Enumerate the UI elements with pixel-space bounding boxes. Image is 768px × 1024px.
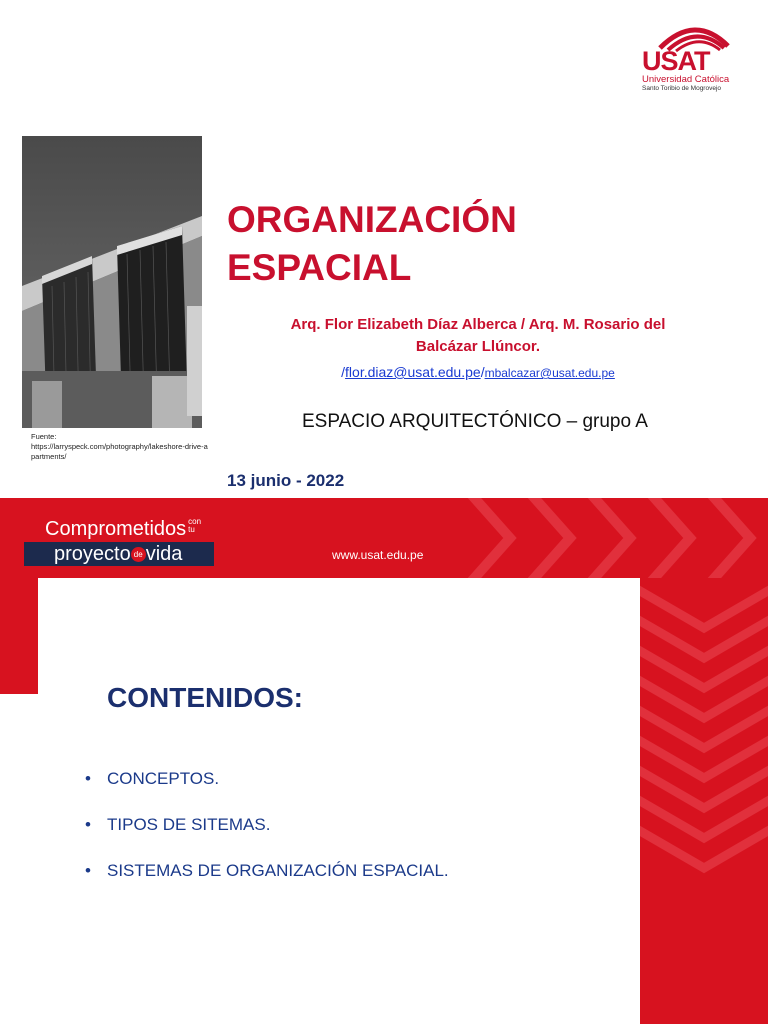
logo-subtitle-2: Santo Toribio de Mogrovejo bbox=[642, 85, 722, 92]
slogan-tu: tu bbox=[188, 525, 195, 534]
list-item-label: TIPOS DE SITEMAS. bbox=[107, 815, 271, 834]
right-red-panel bbox=[640, 578, 768, 1024]
presentation-date: 13 junio - 2022 bbox=[227, 471, 345, 490]
list-item bbox=[85, 769, 449, 815]
bullet: • bbox=[85, 769, 91, 788]
usat-logo bbox=[640, 18, 740, 98]
title-line-1: ORGANIZACIÓN bbox=[227, 199, 517, 240]
slogan-line-1 bbox=[45, 518, 201, 541]
course-name: ESPACIO ARQUITECTÓNICO – grupo A bbox=[302, 411, 648, 432]
email-link-2[interactable]: mbalcazar@usat.edu.pe bbox=[484, 366, 615, 380]
slogan-con: con bbox=[188, 517, 202, 526]
building-photo bbox=[22, 136, 202, 428]
title-line-2: ESPACIAL bbox=[227, 247, 412, 288]
slogan-word-proyecto: proyecto bbox=[54, 543, 131, 565]
slogan-line-2 bbox=[24, 542, 214, 566]
emails bbox=[258, 364, 698, 380]
footer-banner bbox=[0, 498, 768, 578]
slogan-word-vida: vida bbox=[145, 543, 183, 565]
list-item-label: SISTEMAS DE ORGANIZACIÓN ESPACIAL. bbox=[107, 861, 449, 880]
title-slide bbox=[0, 0, 768, 498]
slogan-small-words bbox=[188, 518, 201, 534]
slogan-de-badge: de bbox=[131, 547, 146, 562]
list-item bbox=[85, 815, 449, 861]
email-prefix: / bbox=[341, 364, 346, 380]
email-separator: / bbox=[480, 364, 485, 380]
bullet: • bbox=[85, 815, 91, 834]
contents-slide bbox=[0, 578, 768, 1024]
contents-title: CONTENIDOS: bbox=[107, 682, 303, 713]
logo-wordmark: USAT bbox=[642, 46, 710, 76]
authors: Arq. Flor Elizabeth Díaz Alberca / Arq. M. Rosario del Balcázar Llúncor. bbox=[290, 316, 666, 355]
chevron-stripes-icon bbox=[640, 578, 768, 1024]
logo-subtitle: Universidad Católica bbox=[642, 74, 730, 85]
list-item-label: CONCEPTOS. bbox=[107, 769, 220, 788]
slogan-word-comprometidos: Comprometidos bbox=[45, 518, 187, 540]
website-url[interactable]: www.usat.edu.pe bbox=[332, 548, 424, 562]
list-item bbox=[85, 861, 449, 907]
photo-source-text: Fuente: https://larryspeck.com/photography/lakeshore-drive-apartments/ bbox=[31, 432, 208, 461]
contents-list bbox=[85, 769, 449, 907]
bullet: • bbox=[85, 861, 91, 880]
left-red-bar bbox=[0, 578, 38, 694]
photo-source bbox=[31, 432, 211, 462]
email-link-1[interactable]: flor.diaz@usat.edu.pe bbox=[345, 364, 481, 380]
slide-title bbox=[227, 196, 517, 292]
